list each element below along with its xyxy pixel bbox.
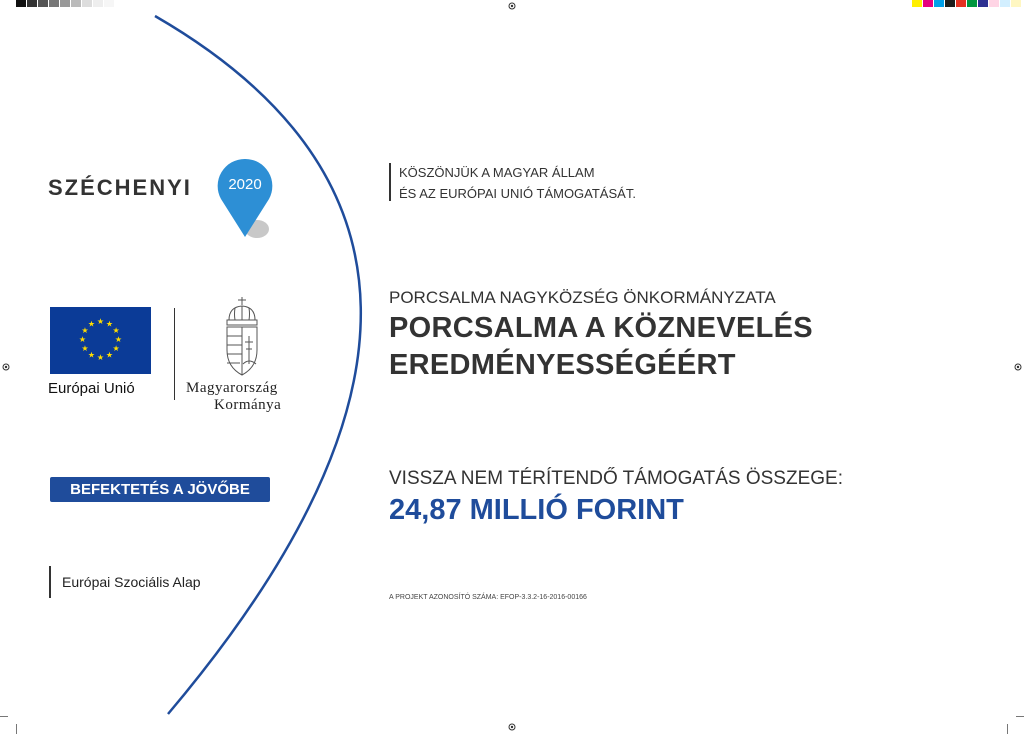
svg-text:★: ★ bbox=[81, 344, 89, 353]
government-label-line2: Kormánya bbox=[214, 397, 282, 413]
fund-divider bbox=[49, 566, 51, 598]
project-id: A PROJEKT AZONOSÍTÓ SZÁMA: EFOP-3.3.2-16-2016-00166 bbox=[389, 594, 587, 601]
program-name: SZÉCHENYI bbox=[48, 175, 192, 200]
project-title-line1: PORCSALMA A KÖZNEVELÉS bbox=[389, 312, 813, 344]
svg-text:★: ★ bbox=[81, 326, 89, 335]
program-year: 2020 bbox=[228, 176, 262, 193]
svg-text:★: ★ bbox=[96, 353, 105, 362]
eu-label: Európai Unió bbox=[48, 380, 135, 397]
acknowledgement-line1: KÖSZÖNJÜK A MAGYAR ÁLLAM bbox=[399, 165, 595, 180]
svg-text:★: ★ bbox=[114, 335, 123, 344]
svg-text:★: ★ bbox=[87, 350, 96, 360]
svg-text:★: ★ bbox=[87, 319, 96, 329]
svg-text:★: ★ bbox=[78, 335, 87, 344]
fund-label: Európai Szociális Alap bbox=[62, 574, 201, 590]
government-label-line1: Magyarország bbox=[186, 380, 278, 396]
logo-divider bbox=[174, 308, 175, 400]
svg-text:★: ★ bbox=[105, 350, 114, 360]
project-title-line2: EREDMÉNYESSÉGÉÉRT bbox=[389, 349, 736, 381]
invest-badge: BEFEKTETÉS A JÖVŐBE bbox=[50, 477, 270, 502]
eu-flag-icon bbox=[50, 307, 151, 374]
svg-text:★: ★ bbox=[96, 317, 105, 326]
coat-of-arms-icon bbox=[220, 296, 264, 378]
map-pin-icon bbox=[215, 157, 275, 242]
beneficiary: PORCSALMA NAGYKÖZSÉG ÖNKORMÁNYZATA bbox=[389, 288, 776, 307]
svg-text:★: ★ bbox=[112, 344, 120, 353]
grant-label: VISSZA NEM TÉRÍTENDŐ TÁMOGATÁS ÖSSZEGE: bbox=[389, 468, 843, 489]
grant-amount: 24,87 MILLIÓ FORINT bbox=[389, 494, 684, 526]
acknowledgement-divider bbox=[389, 163, 391, 201]
acknowledgement-line2: ÉS AZ EURÓPAI UNIÓ TÁMOGATÁSÁT. bbox=[399, 186, 636, 201]
svg-text:★: ★ bbox=[105, 319, 114, 329]
svg-text:★: ★ bbox=[112, 326, 120, 335]
